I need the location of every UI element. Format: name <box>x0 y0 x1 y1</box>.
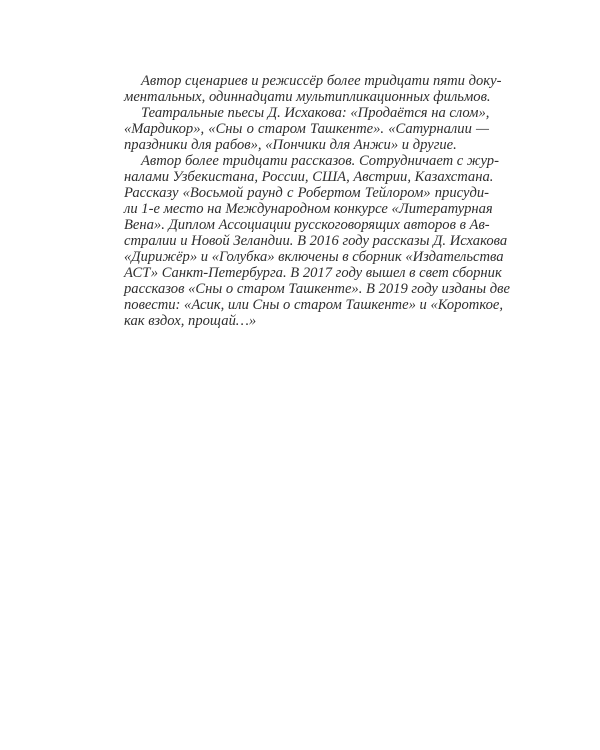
text-line: повести: «Асик, или Сны о старом Ташкенте» и «Короткое, <box>124 297 504 313</box>
text-line: АСТ» Санкт-Петербурга. В 2017 году вышел в свет сборник <box>124 265 502 281</box>
text-line: «Мардикор», «Сны о старом Ташкенте». «Сатурналии — <box>124 121 489 137</box>
document-page <box>107 73 510 329</box>
text-line: рассказов «Сны о старом Ташкенте». В 2019 году изданы две <box>124 281 510 297</box>
text-line: ли 1-е место на Международном конкурсе «Литературная <box>124 201 493 217</box>
text-line: налами Узбекистана, России, США, Австрии, Казахстана. <box>124 169 494 185</box>
text-line: Автор более тридцати рассказов. Сотрудничает с жур- <box>141 153 499 169</box>
text-line: «Дирижёр» и «Голубка» включены в сборник «Издательства <box>124 249 504 265</box>
text-line: стралии и Новой Зеландии. В 2016 году рассказы Д. Исхакова <box>124 233 508 249</box>
paragraph-filmography <box>107 73 502 105</box>
text-line: Автор сценариев и режиссёр более тридцати пяти доку- <box>141 73 502 89</box>
text-line: праздники для рабов», «Пончики для Анжи» и другие. <box>124 137 457 153</box>
paragraph-plays <box>107 105 489 153</box>
text-line: ментальных, одиннадцати мультипликационных фильмов. <box>124 89 491 105</box>
text-line: Вена». Диплом Ассоциации русскоговорящих авторов в Ав- <box>124 217 490 233</box>
text-line: Рассказу «Восьмой раунд с Робертом Тейлором» присуди- <box>124 185 489 201</box>
text-line: Театральные пьесы Д. Исхакова: «Продаётся на слом», <box>141 105 490 121</box>
paragraph-stories <box>107 153 510 329</box>
text-line: как вздох, прощай…» <box>124 313 257 329</box>
